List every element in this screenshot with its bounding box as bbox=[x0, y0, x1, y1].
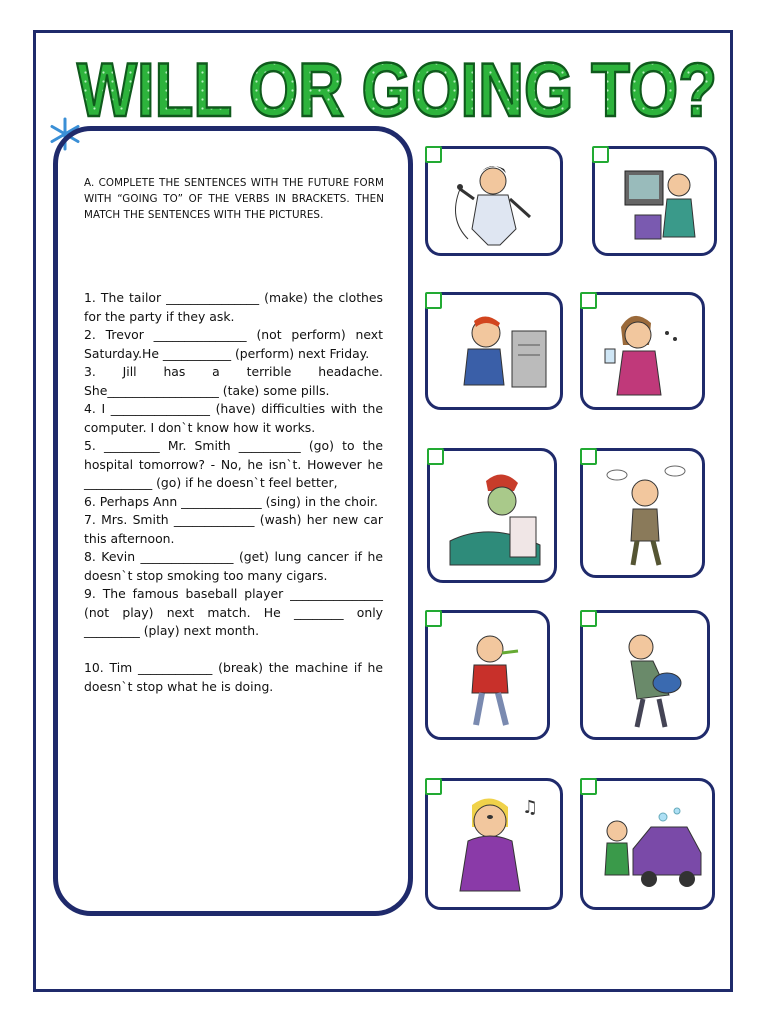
sentence-1: 1. The tailor _______________ (make) the clothes for the party if they ask. bbox=[84, 290, 383, 324]
picture-card-1 bbox=[425, 146, 563, 256]
singer-icon bbox=[438, 159, 553, 249]
picture-card-4 bbox=[580, 292, 705, 410]
picture-card-2 bbox=[592, 146, 717, 256]
old-man-icon bbox=[593, 623, 703, 733]
sentence-5: 5. _________ Mr. Smith __________ (go) to the hospital tomorrow? - No, he isn`t. However he ___________ (go) if he doesn`t feel better, bbox=[84, 438, 383, 490]
picture-card-7 bbox=[425, 610, 550, 740]
thinking-man-icon bbox=[593, 461, 698, 571]
page-title bbox=[72, 48, 722, 133]
title-text: WILL OR GOING TO? bbox=[77, 48, 717, 133]
instructions: A. COMPLETE THE SENTENCES WITH THE FUTURE FORM WITH “GOING TO” OF THE VERBS IN BRACKETS. THEN MATCH THE SENTENCES WITH THE PICTURES. bbox=[84, 177, 384, 221]
exercise-list bbox=[84, 289, 383, 696]
computer-user-icon bbox=[605, 159, 710, 249]
choir-singer-icon bbox=[438, 791, 556, 903]
computer-repair-icon bbox=[438, 305, 556, 403]
sentence-6: 6. Perhaps Ann _____________ (sing) in the choir. bbox=[84, 493, 378, 509]
car-wash-icon bbox=[593, 791, 708, 903]
sentence-8: 8. Kevin _______________ (get) lung cancer if he doesn`t stop smoking too many cigars. bbox=[84, 549, 383, 583]
sentence-2: 2. Trevor _______________ (not perform) next Saturday.He ___________ (perform) next Friday. bbox=[84, 327, 383, 361]
sentence-9: 9. The famous baseball player _______________ (not play) next match. He ________ only _________ (play) next month. bbox=[84, 586, 383, 638]
picture-card-5 bbox=[427, 448, 557, 583]
sick-in-bed-icon bbox=[440, 461, 550, 576]
headache-woman-icon bbox=[593, 305, 698, 403]
smoker-icon bbox=[438, 623, 543, 733]
sentence-3: 3. Jill has a terrible headache. She__________________ (take) some pills. bbox=[84, 364, 383, 398]
svg-text:♫: ♫ bbox=[522, 797, 539, 818]
picture-card-10 bbox=[580, 778, 715, 910]
picture-card-6 bbox=[580, 448, 705, 578]
picture-card-9 bbox=[425, 778, 563, 910]
picture-card-8 bbox=[580, 610, 710, 740]
sentence-10: 10. Tim ____________ (break) the machine if he doesn`t stop what he is doing. bbox=[84, 660, 383, 694]
picture-card-3 bbox=[425, 292, 563, 410]
sentence-7: 7. Mrs. Smith _____________ (wash) her new car this afternoon. bbox=[84, 512, 383, 546]
sentence-4: 4. I ________________ (have) difficulties with the computer. I don`t know how it works. bbox=[84, 401, 383, 435]
